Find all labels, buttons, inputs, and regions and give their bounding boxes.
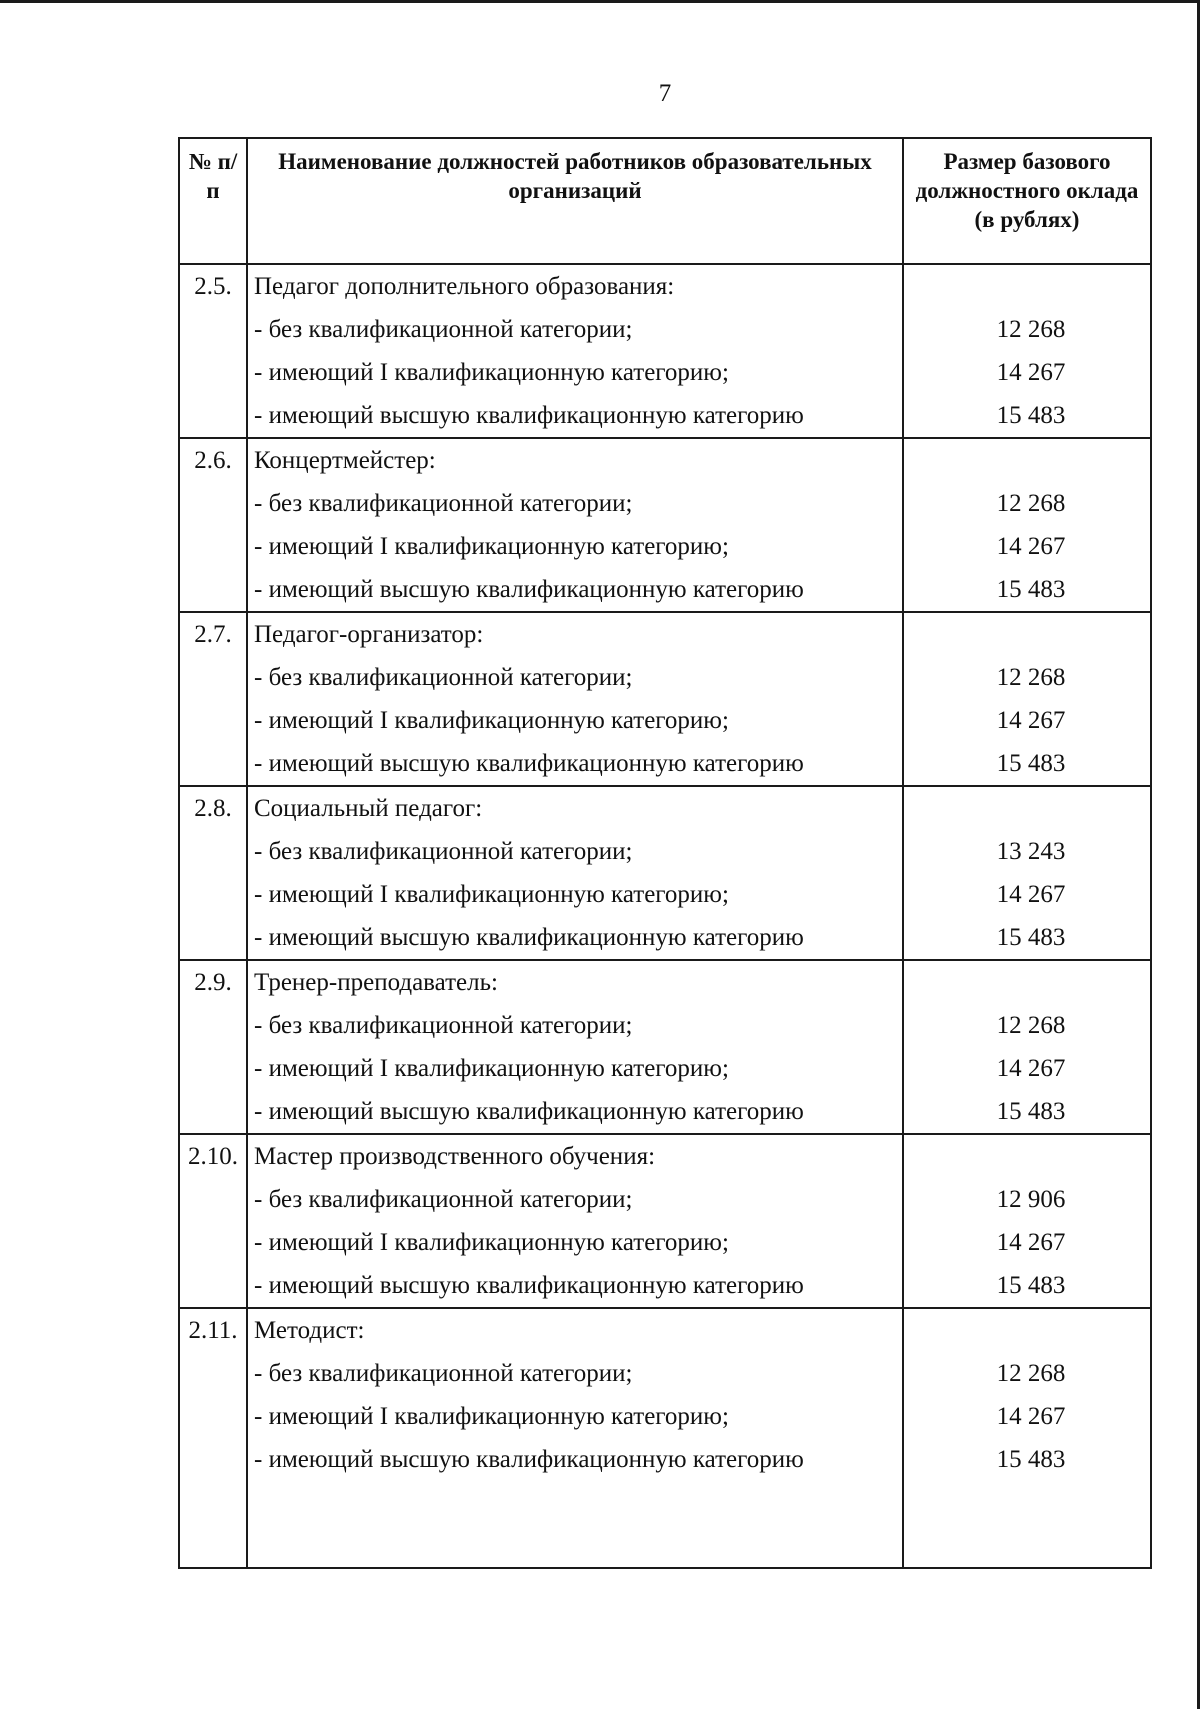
salary-value: 15 483 <box>996 1272 1066 1299</box>
category-label: - без квалификационной категории; <box>254 490 633 517</box>
category-label: - имеющий I квалификационную категорию; <box>254 1229 729 1256</box>
table-row <box>179 264 1151 438</box>
row-number-cell <box>179 438 247 612</box>
category-label: - имеющий высшую квалификационную категорию <box>254 1272 804 1299</box>
salary-spacer <box>904 961 1150 1004</box>
header-salary: Размер базового должностного оклада (в рублях) <box>903 138 1151 264</box>
scan-edge-top <box>0 0 1200 3</box>
table-row <box>179 612 1151 786</box>
category-label: - имеющий высшую квалификационную категорию <box>254 402 804 429</box>
category-label: - имеющий I квалификационную категорию; <box>254 1055 729 1082</box>
salary-value: 14 267 <box>996 1403 1066 1430</box>
salary-spacer <box>904 1135 1150 1178</box>
row-number-cell <box>179 1134 247 1308</box>
salary-value: 14 267 <box>996 881 1066 908</box>
row-number-cell <box>179 786 247 960</box>
salary-value: 13 243 <box>996 838 1066 865</box>
salary-cell <box>903 1308 1151 1568</box>
position-cell <box>247 1308 903 1568</box>
table-row <box>179 1134 1151 1308</box>
category-label: - имеющий высшую квалификационную категорию <box>254 1446 804 1473</box>
salary-value: 15 483 <box>996 750 1066 777</box>
position-cell <box>247 264 903 438</box>
table-row <box>179 1308 1151 1568</box>
category-label: - имеющий I квалификационную категорию; <box>254 533 729 560</box>
salary-cell <box>903 612 1151 786</box>
category-label: - имеющий высшую квалификационную категорию <box>254 1098 804 1125</box>
category-label: - без квалификационной категории; <box>254 316 633 343</box>
category-label: - имеющий высшую квалификационную категорию <box>254 750 804 777</box>
salary-value: 12 906 <box>996 1186 1066 1213</box>
salary-value: 15 483 <box>996 402 1066 429</box>
table-row <box>179 786 1151 960</box>
category-label: - имеющий I квалификационную категорию; <box>254 1403 729 1430</box>
row-number: 2.8. <box>194 795 232 822</box>
salary-value: 12 268 <box>996 664 1066 691</box>
position-title: Педагог дополнительного образования: <box>254 273 675 300</box>
row-number-cell <box>179 612 247 786</box>
category-label: - имеющий I квалификационную категорию; <box>254 707 729 734</box>
category-label: - имеющий высшую квалификационную категорию <box>254 924 804 951</box>
salary-value: 12 268 <box>996 490 1066 517</box>
position-cell <box>247 786 903 960</box>
position-title: Методист: <box>254 1317 365 1344</box>
row-number: 2.7. <box>194 621 232 648</box>
salary-spacer <box>904 439 1150 482</box>
salary-spacer <box>904 265 1150 308</box>
salary-table <box>178 137 1152 1569</box>
position-title: Педагог-организатор: <box>254 621 484 648</box>
row-number: 2.6. <box>194 447 232 474</box>
header-name: Наименование должностей работников образовательных организаций <box>247 138 903 264</box>
row-number: 2.10. <box>188 1143 238 1170</box>
salary-cell <box>903 1134 1151 1308</box>
salary-value: 12 268 <box>996 1360 1066 1387</box>
category-label: - без квалификационной категории; <box>254 1360 633 1387</box>
salary-value: 14 267 <box>996 359 1066 386</box>
salary-value: 14 267 <box>996 533 1066 560</box>
page-number: 7 <box>658 80 672 107</box>
category-label: - без квалификационной категории; <box>254 838 633 865</box>
salary-value: 14 267 <box>996 707 1066 734</box>
salary-value: 15 483 <box>996 1446 1066 1473</box>
salary-value: 14 267 <box>996 1229 1066 1256</box>
salary-cell <box>903 438 1151 612</box>
position-title: Тренер-преподаватель: <box>254 969 498 996</box>
row-number: 2.11. <box>188 1317 238 1344</box>
category-label: - без квалификационной категории; <box>254 1012 633 1039</box>
header-num: № п/п <box>179 138 247 264</box>
row-number-cell <box>179 1308 247 1568</box>
category-label: - имеющий высшую квалификационную категорию <box>254 576 804 603</box>
category-label: - без квалификационной категории; <box>254 1186 633 1213</box>
row-number: 2.9. <box>194 969 232 996</box>
position-cell <box>247 438 903 612</box>
position-cell <box>247 612 903 786</box>
position-cell <box>247 1134 903 1308</box>
row-number-cell <box>179 960 247 1134</box>
salary-value: 12 268 <box>996 316 1066 343</box>
salary-value: 15 483 <box>996 1098 1066 1125</box>
salary-cell <box>903 264 1151 438</box>
position-cell <box>247 960 903 1134</box>
salary-value: 12 268 <box>996 1012 1066 1039</box>
table-row <box>179 438 1151 612</box>
category-label: - имеющий I квалификационную категорию; <box>254 359 729 386</box>
salary-value: 14 267 <box>996 1055 1066 1082</box>
table-header-row <box>179 138 1151 264</box>
table-row <box>179 960 1151 1134</box>
salary-cell <box>903 960 1151 1134</box>
salary-spacer <box>904 1309 1150 1352</box>
salary-spacer <box>904 613 1150 656</box>
row-number: 2.5. <box>194 273 232 300</box>
salary-spacer <box>904 787 1150 830</box>
row-number-cell <box>179 264 247 438</box>
position-title: Социальный педагог: <box>254 795 483 822</box>
category-label: - без квалификационной категории; <box>254 664 633 691</box>
salary-value: 15 483 <box>996 576 1066 603</box>
position-title: Мастер производственного обучения: <box>254 1143 656 1170</box>
category-label: - имеющий I квалификационную категорию; <box>254 881 729 908</box>
salary-cell <box>903 786 1151 960</box>
salary-value: 15 483 <box>996 924 1066 951</box>
position-title: Концертмейстер: <box>254 447 436 474</box>
